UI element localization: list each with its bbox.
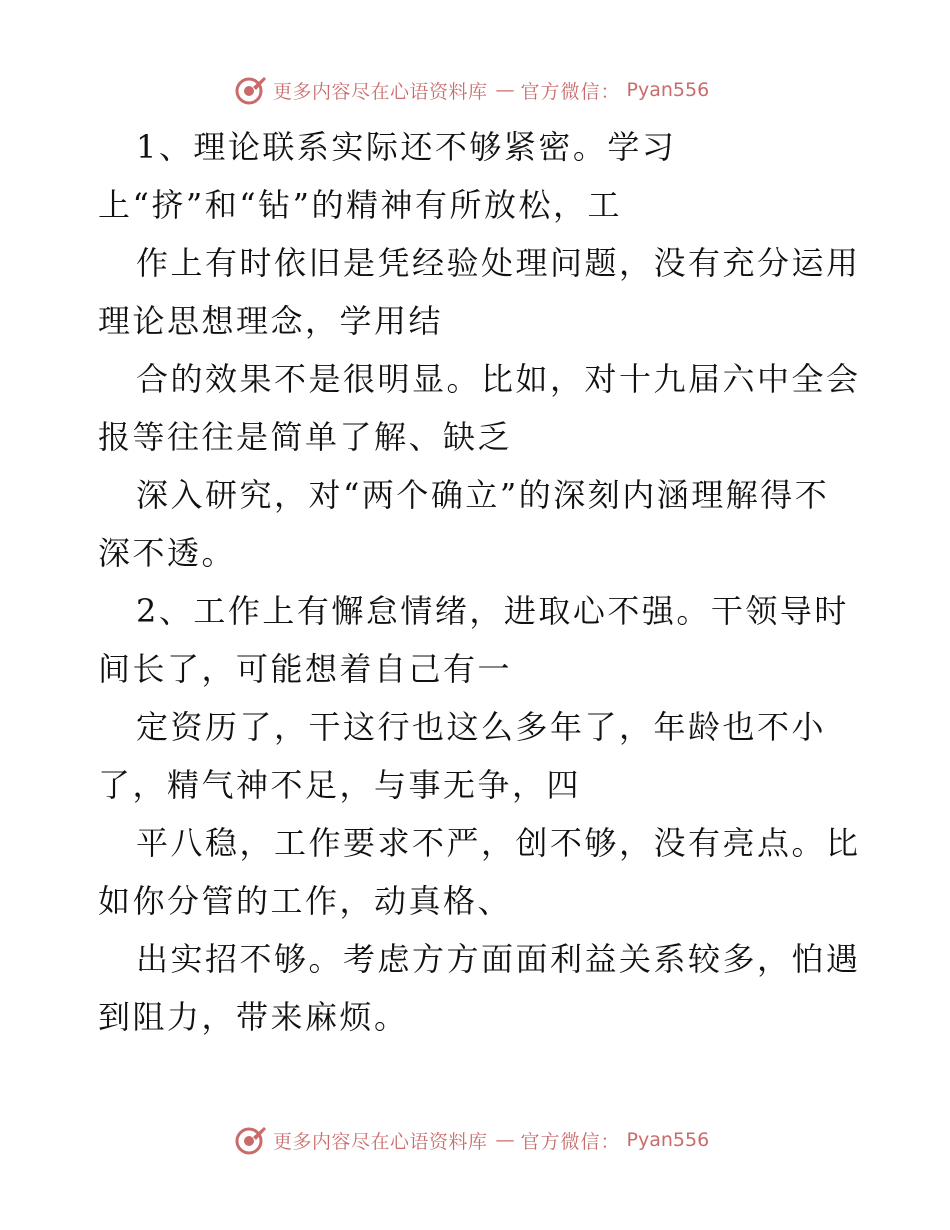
body-line: 出实招不够。考虑方方面面利益关系较多，怕遇 — [136, 940, 861, 978]
footer-wechat-label: 官方微信： — [520, 1130, 621, 1153]
body-line: 上“挤”和“钻”的精神有所放松，工 — [98, 186, 622, 224]
header-wechat-id: Pyan556 — [626, 79, 710, 101]
body-line: 间长了，可能想着自己有一 — [98, 650, 513, 688]
body-line: 到阻力，带来麻烦。 — [98, 998, 409, 1036]
body-line: 平八稳，工作要求不严，创不够，没有亮点。比 — [136, 824, 861, 862]
body-line: 2、工作上有懈怠情绪，进取心不强。干领导时 — [136, 592, 849, 630]
pen-logo-icon — [235, 74, 267, 106]
footer-wechat-id: Pyan556 — [626, 1129, 710, 1151]
body-line: 理论思想理念，学用结 — [98, 302, 444, 340]
footer-watermark-inner — [235, 1124, 709, 1156]
header-watermark-inner — [235, 74, 709, 106]
header-wechat-label: 官方微信： — [520, 80, 621, 103]
header-watermark — [0, 70, 950, 110]
body-line: 定资历了，干这行也这么多年了，年龄也不小 — [136, 708, 827, 746]
header-dash: — — [495, 79, 513, 101]
footer-dash: — — [495, 1129, 513, 1151]
body-line: 深入研究，对“两个确立”的深刻内涵理解得不 — [136, 476, 830, 514]
header-site-title: 更多内容尽在心语资料库 — [273, 80, 488, 103]
body-line: 1、理论联系实际还不够紧密。学习 — [136, 128, 677, 166]
body-line: 了，精气神不足，与事无争，四 — [98, 766, 582, 804]
body-line: 作上有时依旧是凭经验处理问题，没有充分运用 — [136, 244, 861, 282]
pen-logo-icon — [235, 1124, 267, 1156]
body-line: 合的效果不是很明显。比如，对十九届六中全会 — [136, 360, 861, 398]
body-line: 深不透。 — [98, 534, 237, 572]
footer-watermark — [0, 1120, 950, 1160]
footer-site-title: 更多内容尽在心语资料库 — [273, 1130, 488, 1153]
body-line: 报等往往是简单了解、缺乏 — [98, 418, 513, 456]
body-line: 如你分管的工作，动真格、 — [98, 882, 513, 920]
